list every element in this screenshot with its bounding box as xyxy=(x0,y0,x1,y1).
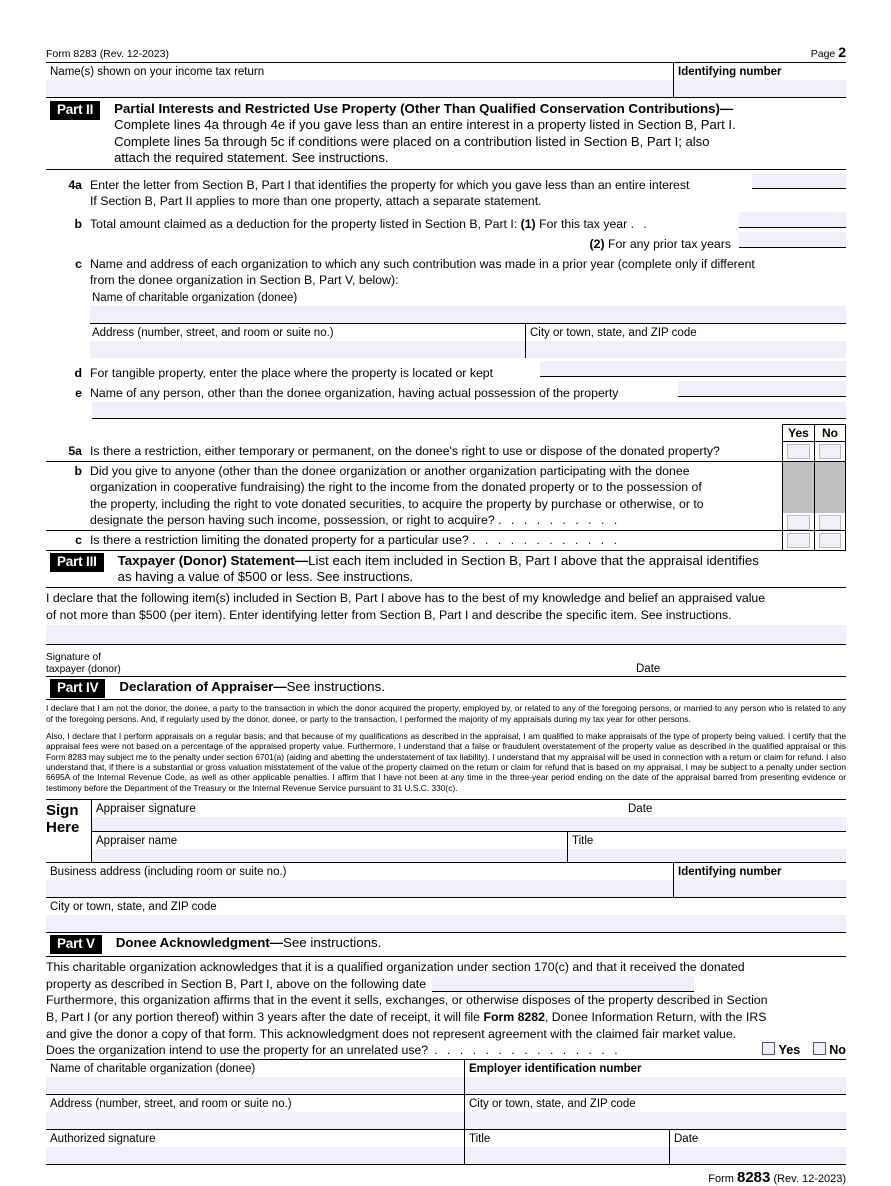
donee-signature-row xyxy=(46,1130,846,1165)
line-4b-1-text: For this tax year xyxy=(539,216,628,231)
line-5a-no-cell[interactable] xyxy=(814,442,846,461)
form-footer xyxy=(46,1165,846,1186)
line-4a xyxy=(46,170,846,194)
part-5-body-line-1: This charitable organization acknowledges that it is a qualified organization under section 170(c) and that it received the donated xyxy=(46,959,745,974)
line-4c-continued xyxy=(46,272,846,289)
donee-name-cell xyxy=(46,1060,465,1094)
footer-form-word: Form xyxy=(708,1173,734,1186)
taxpayer-signature-caption: Signature of taxpayer (donor) xyxy=(46,652,121,675)
line-5a-yes-checkbox[interactable] xyxy=(787,444,810,459)
unrelated-use-row xyxy=(46,1042,846,1059)
part-3-body-line-2: of not more than $500 (per item). Enter identifying letter from Section B, Part I and describe the specific item. See instructions. xyxy=(46,607,732,622)
part-5-body-line-4: B, Part I (or any portion thereof) within 3 years after the date of receipt, it will file Form 8282, Donee Information Return, with the IRS xyxy=(46,1009,767,1024)
part-3-item-input[interactable] xyxy=(46,625,846,645)
appraiser-title-cell xyxy=(568,832,846,862)
appraiser-sign-here-block xyxy=(46,799,846,862)
line-4e-label: e xyxy=(75,386,82,401)
line-4e-text: Name of any person, other than the donee organization, having actual possession of the property xyxy=(90,386,619,401)
part-3-title: Taxpayer (Donor) Statement—List each item included in Section B, Part I above that the appraisal identifies as having a value of $500 or less. See instructions. xyxy=(117,552,759,585)
line-4d xyxy=(46,358,846,382)
line-4b-label: b xyxy=(74,216,82,231)
prior-donee-city-caption: City or town, state, and ZIP code xyxy=(530,326,697,339)
appraiser-name-row xyxy=(92,832,846,862)
line-5b-leader: . . . . . . . . . . xyxy=(498,513,621,528)
line-5c-leader: . . . . . . . . . . . . xyxy=(472,532,621,547)
line-5a-yes-cell[interactable] xyxy=(782,442,814,461)
line-4b xyxy=(46,210,846,233)
taxpayer-name-input[interactable] xyxy=(46,80,673,97)
line-5b-label: b xyxy=(74,463,82,478)
line-4b-1-leader: . . xyxy=(630,216,650,231)
line-5a xyxy=(46,442,846,462)
appraiser-date-caption: Date xyxy=(628,802,653,815)
part-5-body-line-2: property as described in Section B, Part I, above on the following date xyxy=(46,976,846,993)
line-4d-label: d xyxy=(74,365,82,380)
line-5b-text-3: the property, including the right to vote donated securities, to acquire the property by purchase or otherwise, or to xyxy=(90,496,704,511)
unrelated-use-no-checkbox[interactable] xyxy=(813,1042,826,1055)
line-4b-1-number: (1) xyxy=(520,216,536,231)
form-sheet xyxy=(46,44,846,1186)
form-revision-label: Form 8283 (Rev. 12-2023) xyxy=(46,48,169,60)
donee-address-cell xyxy=(46,1095,465,1129)
part-5-body-line-5: and give the donor a copy of that form. This acknowledgment does not represent agreement with the claimed fair market value. xyxy=(46,1026,737,1041)
business-address-input[interactable] xyxy=(46,880,673,897)
line-4a-continued xyxy=(46,193,846,210)
unrelated-use-question: Does the organization intend to use the property for an unrelated use? xyxy=(46,1043,429,1058)
donation-date-input[interactable] xyxy=(432,976,694,992)
part-5-tag: Part V xyxy=(50,935,102,954)
prior-donee-name-input[interactable] xyxy=(90,306,846,324)
part-2-banner xyxy=(46,98,846,169)
donee-ein-input[interactable] xyxy=(465,1077,846,1094)
appraiser-name-cell xyxy=(92,832,568,862)
part-5-banner xyxy=(46,933,846,956)
part-3-banner xyxy=(46,551,846,588)
part-4-tag: Part IV xyxy=(50,679,105,698)
prior-donee-city-cell xyxy=(526,324,846,358)
line-4b-2-text: For any prior tax years xyxy=(607,237,731,252)
line-5b-yes-shaded xyxy=(783,462,814,513)
line-4b-1-input[interactable] xyxy=(739,212,846,228)
line-5c-text: Is there a restriction limiting the donated property for a particular use? xyxy=(90,532,469,547)
line-4b-2 xyxy=(46,232,846,253)
appraiser-date-cell xyxy=(624,800,846,831)
appraiser-city-input[interactable] xyxy=(46,915,846,932)
line-4c-text-2: from the donee organization in Section B, Part V, below): xyxy=(90,273,399,288)
line-5c-yes-cell[interactable] xyxy=(782,531,814,550)
line-5b xyxy=(46,462,846,531)
line-4e-continuation xyxy=(92,402,846,419)
business-address-cell xyxy=(46,863,674,897)
appraiser-title-caption: Title xyxy=(572,834,594,847)
donee-title-cell xyxy=(465,1130,670,1164)
appraiser-name-caption: Appraiser name xyxy=(96,834,178,847)
line-5b-text-1: Did you give to anyone (other than the donee organization or another organization participating with the donee xyxy=(90,463,690,478)
donee-title-caption: Title xyxy=(469,1133,491,1146)
line-5b-no-cell[interactable] xyxy=(814,462,846,530)
part-5-body-line-3: Furthermore, this organization affirms that in the event it sells, exchanges, or otherwise disposes of the property described in Section xyxy=(46,993,768,1008)
part-3-signature-row xyxy=(46,645,846,676)
sign-here-label: Sign Here xyxy=(46,800,92,862)
identifying-number-caption: Identifying number xyxy=(678,66,782,78)
line-5c xyxy=(46,531,846,550)
line-4d-text: For tangible property, enter the place where the property is located or kept xyxy=(90,365,494,380)
appraiser-identifying-number-caption: Identifying number xyxy=(678,865,782,878)
donee-city-caption: City or town, state, and ZIP code xyxy=(469,1098,636,1111)
page-number-label: Page 2 xyxy=(810,44,846,60)
line-4c-text-1: Name and address of each organization to which any such contribution was made in a prior year (complete only if different xyxy=(90,256,755,271)
appraiser-identifying-number-input[interactable] xyxy=(674,880,846,897)
form-8282-reference: Form 8282 xyxy=(483,1009,545,1024)
line-4e-input-2[interactable] xyxy=(92,402,846,419)
appraiser-signature-row xyxy=(92,800,846,832)
taxpayer-signature-date-caption: Date xyxy=(636,663,661,676)
line-5c-label: c xyxy=(75,532,82,547)
line-4e xyxy=(46,381,846,402)
unrelated-use-yes-checkbox[interactable] xyxy=(762,1042,775,1055)
appraiser-title-input[interactable] xyxy=(568,849,846,862)
appraiser-city-caption: City or town, state, and ZIP code xyxy=(50,900,217,913)
appraiser-city-row xyxy=(46,898,846,932)
business-address-caption: Business address (including room or suite no.) xyxy=(50,865,287,878)
donee-ein-caption: Employer identification number xyxy=(469,1063,642,1076)
line-5a-label: 5a xyxy=(68,443,82,458)
authorized-signature-cell xyxy=(46,1130,465,1164)
line-4b-text: Total amount claimed as a deduction for the property listed in Section B, Part I: xyxy=(90,216,518,231)
identifying-number-input[interactable] xyxy=(674,80,846,97)
line-4b-2-number: (2) xyxy=(589,237,605,252)
part-4-paragraph-2: Also, I declare that I perform appraisals on a regular basis; and that because of my qualifications as described in the appraisal, I am qualified to make appraisals of the type of property being valued. I certify that the appraisal fees were not based on a percentage of the appraised property value. Furthermore, I understand that a false or fraudulent overstatement of the property value as described in the qualified appraisal or this Form 8283 may subject me to the penalty under section 6701(a) (aiding and abetting the understatement of tax liability). I understand that my appraisal will be used in connection with a return or claim for refund. I also understand that, if there is a substantial or gross valuation misstatement of the value of the property claimed on the return or claim for refund that is based on my appraisal, I may be subject to a penalty under section 6695A of the Internal Revenue Code, as well as other applicable penalties. I affirm that I have not been at any time in the three-year period ending on the date of the appraisal barred from presenting evidence or testimony before the Department of the Treasury or the Internal Revenue Service pursuant to 31 U.S.C. 330(c). xyxy=(46,731,846,793)
taxpayer-identity-row xyxy=(46,62,846,98)
identifying-number-cell xyxy=(674,63,846,97)
part-3-body-line-1: I declare that the following item(s) included in Section B, Part I above has to the best of my knowledge and belief an appraised value xyxy=(46,591,766,606)
line-5b-text-2: organization in cooperative fundraising) the right to the income from the donated property or to the possession of xyxy=(90,480,702,495)
part-4-banner xyxy=(46,677,846,699)
no-column-header: No xyxy=(814,424,846,442)
line-5a-text: Is there a restriction, either temporary or permanent, on the donee's right to use or dispose of the donated property? xyxy=(90,443,720,458)
part-3-tag: Part III xyxy=(50,553,104,572)
prior-donee-address-row xyxy=(90,324,846,358)
donee-address-row xyxy=(46,1095,846,1130)
taxpayer-name-caption: Name(s) shown on your income tax return xyxy=(50,66,265,78)
prior-donee-block xyxy=(90,289,846,358)
prior-donee-address-cell xyxy=(90,324,526,358)
line-4a-input[interactable] xyxy=(752,173,846,189)
appraiser-signature-cell xyxy=(92,800,624,831)
line-4a-text-2: If Section B, Part II applies to more than one property, attach a separate statement. xyxy=(90,194,542,209)
prior-donee-name-caption: Name of charitable organization (donee) xyxy=(92,291,298,304)
authorized-signature-caption: Authorized signature xyxy=(50,1133,156,1146)
donee-ein-cell xyxy=(465,1060,846,1094)
line-5b-yes-checkbox[interactable] xyxy=(787,515,810,530)
donee-city-cell xyxy=(465,1095,846,1129)
line-5a-no-checkbox[interactable] xyxy=(819,444,841,459)
line-5b-yes-cell[interactable] xyxy=(782,462,814,530)
appraiser-identifying-number-cell xyxy=(674,863,846,897)
line-5b-no-checkbox[interactable] xyxy=(819,515,841,530)
yes-column-header: Yes xyxy=(782,424,814,442)
part-3-declaration xyxy=(46,588,846,623)
part-2-title: Partial Interests and Restricted Use Property (Other Than Qualified Conservation Contributions)— Complete lines 4a through 4e if you gave less than an entire interest in a property listed in Section B, Part I. Complete lines 5a through 5c if conditions were placed on a contribution listed in Section B, Part I; also attach the required statement. See instructions. xyxy=(114,101,736,166)
donee-date-caption: Date xyxy=(674,1133,699,1146)
donee-city-input[interactable] xyxy=(465,1112,846,1129)
appraiser-date-input[interactable] xyxy=(624,817,846,831)
line-4a-label: 4a xyxy=(68,177,82,192)
donee-address-caption: Address (number, street, and room or suite no.) xyxy=(50,1098,292,1111)
line-4a-text: Enter the letter from Section B, Part I that identifies the property for which you gave less than an entire interest xyxy=(90,177,690,192)
part-4-paragraph-1: I declare that I am not the donor, the donee, a party to the transaction in which the donor acquired the property, employed by, or related to any of the foregoing persons, or married to any person who is related to any of the foregoing persons. And, if regularly used by the donor, donee, or party to the transaction, I performed the majority of my appraisals during my tax year for other persons. xyxy=(46,703,846,724)
unrelated-use-leader: . . . . . . . . . . . . . . . xyxy=(434,1043,621,1058)
line-5c-no-checkbox[interactable] xyxy=(819,533,841,548)
part-4-title: Declaration of Appraiser—See instructions. xyxy=(119,679,385,695)
part-5-title: Donee Acknowledgment—See instructions. xyxy=(115,934,382,950)
appraiser-signature-input[interactable] xyxy=(92,817,624,831)
taxpayer-name-cell xyxy=(46,63,674,97)
line-5c-yes-checkbox[interactable] xyxy=(787,533,810,548)
appraiser-name-input[interactable] xyxy=(92,849,567,862)
unrelated-use-no-option[interactable]: No xyxy=(800,1042,846,1059)
line-4e-input[interactable] xyxy=(678,381,846,397)
donee-name-input[interactable] xyxy=(46,1077,464,1094)
part-5-body xyxy=(46,957,846,1059)
unrelated-use-yes-option[interactable]: Yes xyxy=(762,1042,800,1059)
appraiser-signature-caption: Appraiser signature xyxy=(96,802,196,815)
line-4c-label: c xyxy=(75,256,82,271)
appraiser-business-address-row xyxy=(46,862,846,898)
donee-date-cell xyxy=(670,1130,846,1164)
footer-form-number: 8283 xyxy=(737,1169,771,1186)
page-header xyxy=(46,44,846,62)
line-4c xyxy=(46,253,846,273)
donee-address-input[interactable] xyxy=(46,1112,464,1129)
line-4d-input[interactable] xyxy=(540,361,846,377)
line-5b-no-shaded xyxy=(815,462,845,513)
prior-donee-address-input[interactable] xyxy=(90,341,525,358)
donee-name-row xyxy=(46,1059,846,1095)
yes-no-header xyxy=(46,424,846,442)
line-5c-no-cell[interactable] xyxy=(814,531,846,550)
prior-donee-city-input[interactable] xyxy=(526,341,846,358)
donee-name-caption: Name of charitable organization (donee) xyxy=(50,1063,256,1076)
line-4b-2-input[interactable] xyxy=(739,232,846,248)
footer-revision: (Rev. 12-2023) xyxy=(773,1173,846,1186)
part-2-tag: Part II xyxy=(50,101,100,120)
prior-donee-address-caption: Address (number, street, and room or suite no.) xyxy=(92,326,334,339)
line-5b-text-4: designate the person having such income, possession, or right to acquire? xyxy=(90,513,495,528)
